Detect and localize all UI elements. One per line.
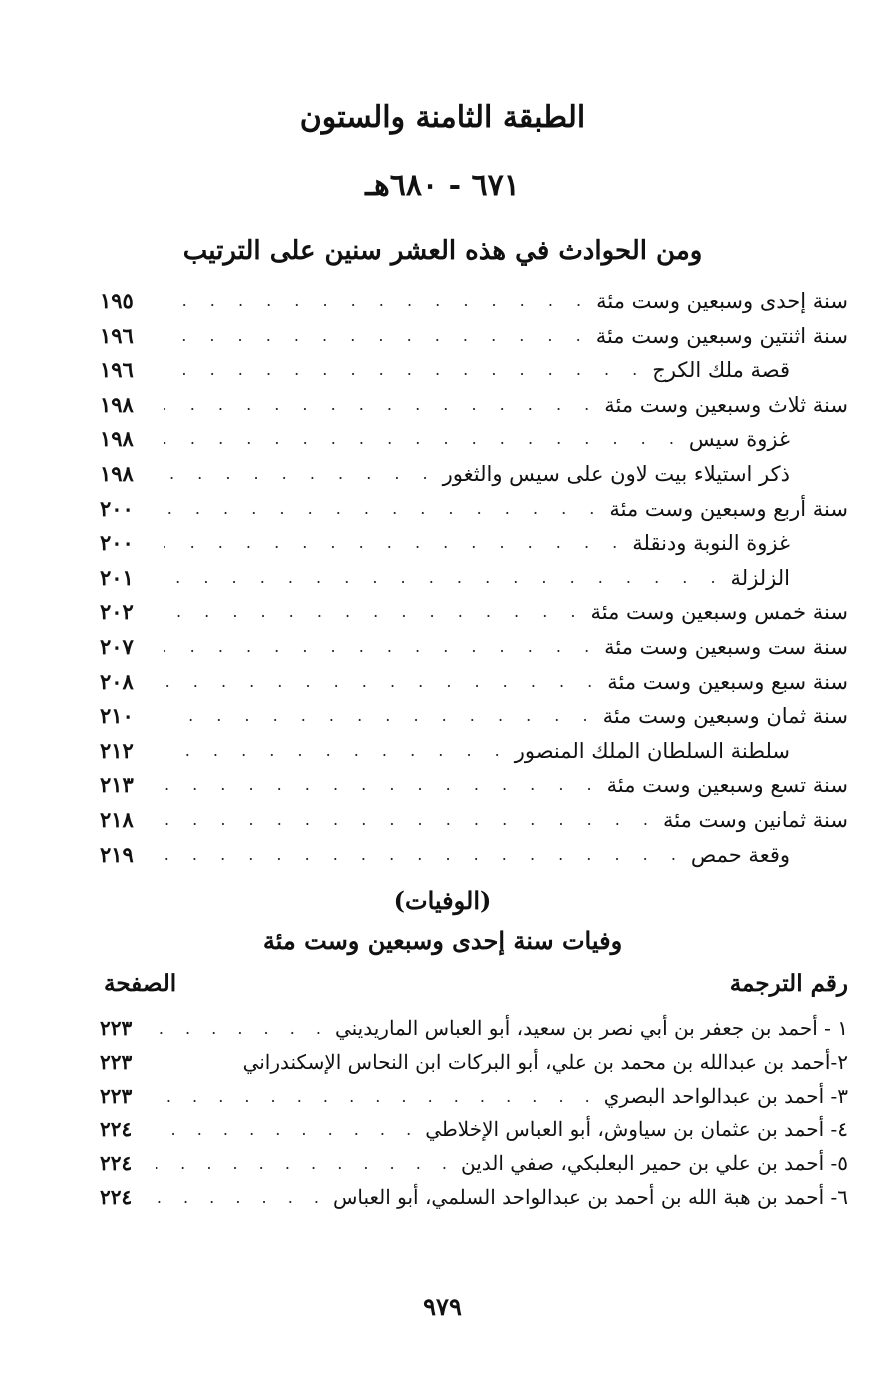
page-column-header: الصفحة xyxy=(104,970,177,997)
toc-row xyxy=(100,284,848,319)
toc-page-number: ١٩٨ xyxy=(100,391,134,417)
death-entry-label: ٣- أحمد بن عبدالواحد البصري xyxy=(603,1083,848,1108)
toc-entry-label: سنة ثمانين وست مئة xyxy=(663,807,848,832)
toc-entry-label: سنة إحدى وسبعين وست مئة xyxy=(596,289,848,313)
death-page-number: ٢٢٣ xyxy=(100,1016,133,1040)
death-page-number: ٢٢٣ xyxy=(100,1049,133,1074)
death-entry-label: ٤- أحمد بن عثمان بن سياوش، أبو العباس الإخلاطي xyxy=(425,1117,848,1142)
toc-entry-label: سنة سبع وسبعين وست مئة xyxy=(607,669,848,694)
dot-leader xyxy=(164,665,601,700)
toc-page-number: ٢١٣ xyxy=(100,772,134,798)
toc-entry-label: الزلزلة xyxy=(730,565,790,590)
death-entry-row xyxy=(100,1046,848,1080)
death-entry-label: ٦- أحمد بن هبة الله بن أحمد بن عبدالواحد السلمي، أبو العباس xyxy=(332,1184,848,1209)
toc-page-number: ١٩٦ xyxy=(100,357,134,383)
toc-entry-label: سنة اثنتين وسبعين وست مئة xyxy=(595,323,848,348)
dot-leader xyxy=(164,768,601,803)
toc-row xyxy=(100,388,848,423)
toc-entry-label: قصة ملك الكرج xyxy=(652,358,790,383)
toc-entry-label: سنة ثمان وسبعين وست مئة xyxy=(602,704,848,729)
toc-row xyxy=(100,353,848,388)
toc-entry-label: سنة ثلاث وسبعين وست مئة xyxy=(604,392,848,417)
toc-page-number: ٢١٠ xyxy=(100,703,134,729)
toc-row xyxy=(100,492,848,527)
toc-row xyxy=(100,699,848,734)
dot-leader xyxy=(164,526,626,561)
toc-page-number: ٢٠٨ xyxy=(100,668,134,694)
toc-entry-label: سنة خمس وسبعين وست مئة xyxy=(590,600,848,625)
dot-leader xyxy=(156,1012,329,1046)
events-heading: ومن الحوادث في هذه العشر سنين على الترتيب xyxy=(182,236,703,266)
toc-entry-label: سنة أربع وسبعين وست مئة xyxy=(609,496,848,521)
entry-number-column-header: رقم الترجمة xyxy=(729,970,848,997)
toc-entry-label: غزوة سيس xyxy=(688,427,790,452)
dot-leader xyxy=(164,353,646,388)
dot-leader xyxy=(156,1147,455,1181)
toc-row xyxy=(100,838,848,873)
toc-page-number: ١٩٥ xyxy=(100,288,134,313)
death-entry-row xyxy=(100,1080,848,1114)
toc-page-number: ١٩٨ xyxy=(100,426,134,452)
toc-entry-label: سلطنة السلطان الملك المنصور xyxy=(514,738,790,763)
deaths-year-heading: وفيات سنة إحدى وسبعين وست مئة xyxy=(262,926,623,955)
toc-row xyxy=(100,561,848,596)
toc-row xyxy=(100,422,848,457)
death-page-number: ٢٢٤ xyxy=(100,1117,133,1142)
dot-leader xyxy=(164,492,603,527)
dot-leader xyxy=(164,803,657,838)
death-entry-row xyxy=(100,1181,848,1215)
dot-leader xyxy=(164,319,590,354)
toc-row xyxy=(100,665,848,700)
toc-row xyxy=(100,768,848,803)
death-entry-row xyxy=(100,1012,848,1046)
toc-entry-label: ذكر استيلاء بيت لاون على سيس والثغور xyxy=(442,461,790,486)
death-entry-label: ٥- أحمد بن علي بن حمير البعلبكي، صفي الدين xyxy=(460,1151,848,1176)
toc-row xyxy=(100,803,848,838)
toc-row xyxy=(100,734,848,769)
dot-leader xyxy=(156,1113,419,1147)
toc-page-number: ٢١٨ xyxy=(100,806,134,832)
death-entry-row xyxy=(100,1147,848,1181)
dot-leader xyxy=(156,1181,327,1215)
death-page-number: ٢٢٤ xyxy=(100,1151,133,1176)
death-page-number: ٢٢٣ xyxy=(100,1083,133,1108)
toc-page-number: ٢٠٢ xyxy=(100,599,134,625)
dot-leader xyxy=(156,1080,598,1114)
toc-row xyxy=(100,526,848,561)
death-entry-row xyxy=(100,1113,848,1147)
toc-page-number: ٢٠٠ xyxy=(100,530,134,556)
dot-leader xyxy=(164,561,725,596)
dot-leader xyxy=(164,422,683,457)
toc-entry-label: سنة ست وسبعين وست مئة xyxy=(604,634,848,659)
toc-row xyxy=(100,319,848,354)
toc-row xyxy=(100,457,848,492)
toc-page-number: ٢٠٠ xyxy=(100,495,134,521)
dot-leader xyxy=(164,457,437,492)
toc-page-number: ٢١٩ xyxy=(100,841,134,867)
dot-leader xyxy=(164,630,598,665)
hijri-period: ٦٧١ - ٦٨٠هـ xyxy=(365,168,520,203)
dot-leader xyxy=(164,699,597,734)
death-entry-label: ٢-أحمد بن عبدالله بن محمد بن علي، أبو البركات ابن النحاس الإسكندراني xyxy=(242,1049,848,1074)
deaths-heading: (الوفيات) xyxy=(393,886,492,915)
dot-leader xyxy=(164,734,509,769)
deaths-list xyxy=(100,1012,848,1215)
events-list xyxy=(100,284,848,872)
toc-entry-label: غزوة النوبة ودنقلة xyxy=(632,531,790,556)
toc-page-number: ١٩٨ xyxy=(100,460,134,486)
dot-leader xyxy=(164,595,584,630)
page-number: ٩٧٩ xyxy=(423,1292,462,1321)
toc-page-number: ٢٠٧ xyxy=(100,633,134,659)
toc-entry-label: وقعة حمص xyxy=(690,842,790,867)
column-headers xyxy=(100,970,848,1004)
toc-row xyxy=(100,595,848,630)
dot-leader xyxy=(164,838,685,873)
toc-entry-label: سنة تسع وسبعين وست مئة xyxy=(606,773,848,798)
toc-page-number: ٢١٢ xyxy=(100,737,134,763)
toc-row xyxy=(100,630,848,665)
death-page-number: ٢٢٤ xyxy=(100,1184,133,1209)
dot-leader xyxy=(164,388,598,423)
toc-page-number: ٢٠١ xyxy=(100,564,134,590)
chapter-title: الطبقة الثامنة والستون xyxy=(299,100,586,135)
toc-page-number: ١٩٦ xyxy=(100,322,134,348)
death-entry-label: ١ - أحمد بن جعفر بن أبي نصر بن سعيد، أبو العباس الماريديني xyxy=(334,1016,848,1040)
dot-leader xyxy=(164,284,590,319)
